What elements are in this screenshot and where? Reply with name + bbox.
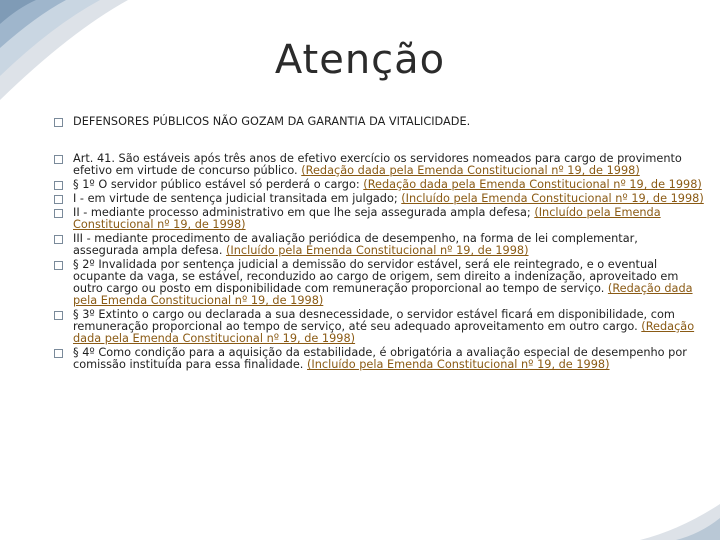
square-bullet-icon xyxy=(54,311,63,320)
list-item xyxy=(54,233,706,257)
square-bullet-icon xyxy=(54,155,63,164)
list-item xyxy=(54,207,706,231)
bullet-list xyxy=(54,116,706,371)
item-text: § 1º O servidor público estável só perderá o cargo: xyxy=(73,178,364,191)
list-item xyxy=(54,153,706,177)
square-bullet-icon xyxy=(54,195,63,204)
item-text: Art. 41. São estáveis após três anos de efetivo exercício os servidores nomeados para cargo de provimento efetivo em virtude de concurso público. xyxy=(73,152,682,177)
list-item xyxy=(54,309,706,345)
square-bullet-icon xyxy=(54,235,63,244)
list-item xyxy=(54,259,706,307)
square-bullet-icon xyxy=(54,261,63,270)
amendment-link[interactable]: (Incluído pela Emenda Constitucional nº 19, de 1998) xyxy=(73,206,661,231)
item-text: III - mediante procedimento de avaliação periódica de desempenho, na forma de lei complementar, assegurada ampla defesa. xyxy=(73,232,638,257)
amendment-link[interactable]: (Incluído pela Emenda Constitucional nº 19, de 1998) xyxy=(226,244,529,257)
list-item xyxy=(54,179,706,191)
bottom-corner-decoration xyxy=(600,500,720,540)
square-bullet-icon xyxy=(54,118,63,127)
amendment-link[interactable]: (Redação dada pela Emenda Constitucional nº 19, de 1998) xyxy=(73,282,693,307)
square-bullet-icon xyxy=(54,349,63,358)
square-bullet-icon xyxy=(54,181,63,190)
amendment-link[interactable]: (Redação dada pela Emenda Constitucional nº 19, de 1998) xyxy=(363,178,702,191)
amendment-link[interactable]: (Redação dada pela Emenda Constitucional nº 19, de 1998) xyxy=(301,164,640,177)
item-text: I - em virtude de sentença judicial transitada em julgado; xyxy=(73,192,402,205)
amendment-link[interactable]: (Redação dada pela Emenda Constitucional nº 19, de 1998) xyxy=(73,320,695,345)
square-bullet-icon xyxy=(54,209,63,218)
list-item xyxy=(54,347,706,371)
item-text: DEFENSORES PÚBLICOS NÃO GOZAM DA GARANTIA DA VITALICIDADE. xyxy=(73,115,471,128)
amendment-link[interactable]: (Incluído pela Emenda Constitucional nº 19, de 1998) xyxy=(401,192,704,205)
item-text: § 4º Como condição para a aquisição da estabilidade, é obrigatória a avaliação especial de desempenho por comissão instituída para essa finalidade. xyxy=(73,346,687,371)
item-text: § 2º Invalidada por sentença judicial a demissão do servidor estável, será ele reintegrado, e o eventual ocupante da vaga, se estável, reconduzido ao cargo de origem, sem direito a indenização, aproveitado em outro cargo ou posto em disponibilidade com remuneração proporcional ao tempo de serviço. xyxy=(73,258,679,295)
amendment-link[interactable]: (Incluído pela Emenda Constitucional nº 19, de 1998) xyxy=(307,358,610,371)
item-text: § 3º Extinto o cargo ou declarada a sua desnecessidade, o servidor estável ficará em disponibilidade, com remuneração proporcional ao tempo de serviço, até seu adequado aproveitamento em outro cargo. xyxy=(73,308,675,333)
page-title: Atenção xyxy=(274,37,446,83)
list-item xyxy=(54,116,706,128)
item-text: II - mediante processo administrativo em que lhe seja assegurada ampla defesa; xyxy=(73,206,535,219)
list-item xyxy=(54,193,706,205)
